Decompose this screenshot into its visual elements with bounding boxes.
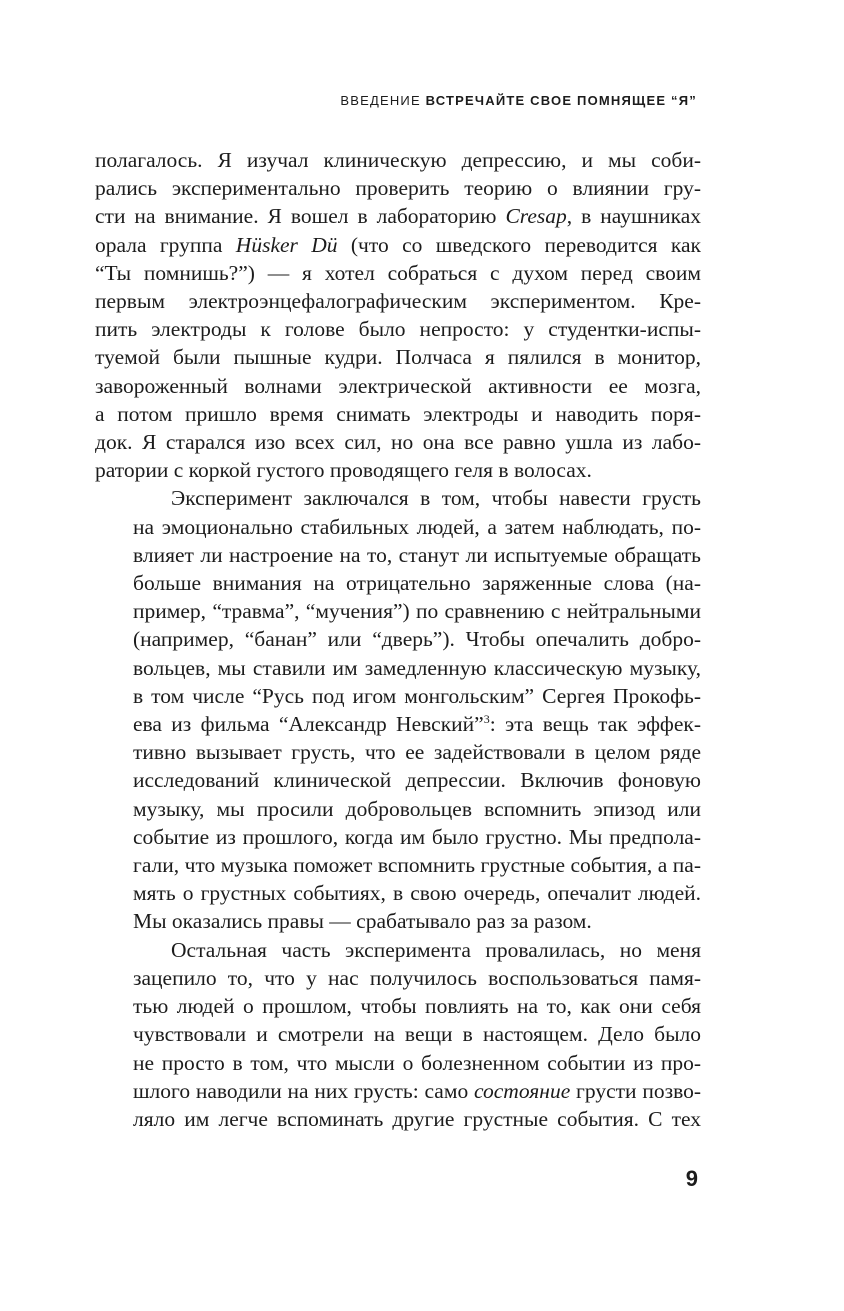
text-line: зацепило то, что у нас получилось воспользоваться памя- xyxy=(133,965,701,990)
text-run: шлого наводили на них грусть: само xyxy=(133,1078,474,1103)
text-line: больше внимания на отрицательно заряженные слова (на- xyxy=(133,571,701,596)
text-line: туемой были пышные кудри. Полчаса я пялился в монитор, xyxy=(95,345,701,370)
text-line: а потом пришло время снимать электроды и наводить поря- xyxy=(95,401,701,426)
footnote-mark[interactable]: 3 xyxy=(483,711,490,726)
text-line: чувствовали и смотрели на вещи в настоящем. Дело было xyxy=(133,1022,701,1047)
paragraph-1 xyxy=(95,146,701,484)
text-line: гали, что музыка поможет вспомнить грустные события, а па- xyxy=(133,853,701,878)
text-line: влияет ли настроение на то, станут ли испытуемые обращать xyxy=(133,542,701,567)
text-line: “Ты помнишь?”) — я хотел собраться с духом перед своим xyxy=(95,260,701,285)
text-line: рались экспериментально проверить теорию о влиянии гру- xyxy=(95,176,701,201)
text-line: мять о грустных событиях, в свою очередь, опечалит людей. xyxy=(133,881,701,906)
text-line: в том числе “Русь под игом монгольским” Сергея Прокофь- xyxy=(133,683,701,708)
text-line: ратории с коркой густого проводящего геля в волосах. xyxy=(95,458,592,483)
text-line: пример, “травма”, “мучения”) по сравнению с нейтральными xyxy=(133,599,701,624)
italic-emphasis: состояние xyxy=(474,1078,571,1103)
text-line xyxy=(95,1077,701,1105)
text-run: : эта вещь так эффек- xyxy=(489,712,702,737)
text-line: исследований клинической депрессии. Включив фоновую xyxy=(133,768,701,793)
text-line: полагалось. Я изучал клиническую депрессию, и мы соби- xyxy=(95,148,701,172)
text-line: не просто в том, что мысли о болезненном событии из про- xyxy=(133,1050,701,1075)
text-line: Остальная часть эксперимента провалилась, но меня xyxy=(171,937,701,962)
running-head-chapter: ВСТРЕЧАЙТЕ СВОЕ ПОМНЯЩЕЕ “Я” xyxy=(425,93,697,108)
text-line: ляло им легче вспоминать другие грустные события. С тех xyxy=(133,1106,701,1131)
paragraph-3 xyxy=(95,936,701,1133)
text-run: (что со шведского переводится как xyxy=(337,232,701,257)
text-line: Эксперимент заключался в том, чтобы навести грусть xyxy=(171,486,701,511)
text-line: тью людей о прошлом, чтобы повлиять на то, как они себя xyxy=(133,994,701,1019)
paragraph-2 xyxy=(95,484,701,935)
text-run: сти на внимание. Я вошел в лабораторию xyxy=(95,204,506,229)
text-line: тивно вызывает грусть, что ее задействовали в целом ряде xyxy=(133,740,701,765)
text-line: музыку, мы просили добровольцев вспомнить эпизод или xyxy=(133,796,701,821)
text-run: , в наушниках xyxy=(566,204,701,229)
text-line xyxy=(95,710,701,738)
text-line: завороженный волнами электрической активности ее мозга, xyxy=(95,373,701,398)
text-line: пить электроды к голове было непросто: у студентки-испы- xyxy=(95,317,701,342)
italic-lab-name: Cresap xyxy=(505,204,567,229)
text-run: грусти позво- xyxy=(570,1078,701,1103)
body-text xyxy=(95,146,701,1133)
running-head xyxy=(340,93,697,108)
text-line xyxy=(95,202,701,230)
text-line: док. Я старался изо всех сил, но она все равно ушла из лабо- xyxy=(95,430,701,455)
text-line: на эмоционально стабильных людей, а затем наблюдать, по- xyxy=(133,514,701,539)
running-head-section: ВВЕДЕНИЕ xyxy=(340,93,421,108)
text-line: Мы оказались правы — срабатывало раз за разом. xyxy=(133,909,592,934)
text-line: событие из прошлого, когда им было грустно. Мы предпола- xyxy=(133,824,701,849)
text-line: первым электроэнцефалографическим экспериментом. Кре- xyxy=(95,289,701,314)
text-line xyxy=(95,231,701,259)
text-line: (например, “банан” или “дверь”). Чтобы опечалить добро- xyxy=(133,627,701,652)
text-run: ева из фильма “Александр Невский” xyxy=(133,712,484,737)
text-line: вольцев, мы ставили им замедленную классическую музыку, xyxy=(133,655,701,680)
page-number: 9 xyxy=(685,1166,698,1191)
italic-band-name: Hüsker Dü xyxy=(235,232,338,257)
text-run: орала группа xyxy=(95,232,236,257)
